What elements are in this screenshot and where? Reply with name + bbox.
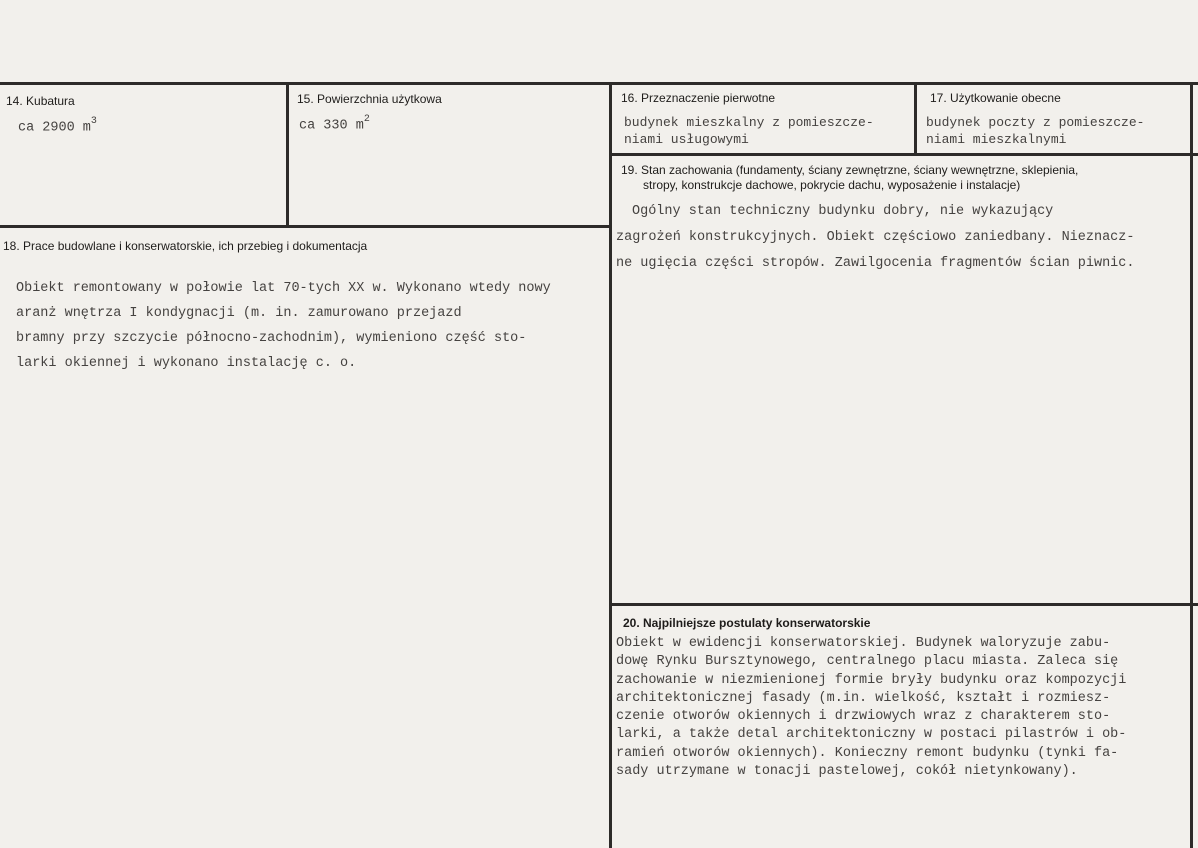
divider-under-19 [611,603,1198,606]
divider-16-17 [914,84,917,156]
field-17-line: budynek poczty z pomieszcze- [926,115,1145,130]
field-16-line: budynek mieszkalny z pomieszcze- [624,115,874,130]
field-14-value [18,118,97,136]
field-18-line: bramny przy szczycie północno-zachodnim), wymieniono część sto- [16,331,527,346]
field-17-line: niami mieszkalnymi [926,132,1067,147]
field-19-label-line1: 19. Stan zachowania (fundamenty, ściany zewnętrzne, ściany wewnętrzne, sklepienia, [621,163,1079,177]
field-20-line: ramień otworów okiennych). Konieczny remont budynku (tynki fa- [616,745,1119,761]
field-20-line: Obiekt w ewidencji konserwatorskiej. Budynek waloryzuje zabu- [616,636,1111,651]
field-18-value [16,276,606,376]
field-18-line: larki okiennej i wykonano instalację c. o. [16,356,357,371]
field-19-value [616,199,1192,277]
top-border-line [0,82,1198,85]
field-15-value-text: ca 330 m [299,118,364,134]
field-20-line: larki, a także detal architektoniczny w postaci pilastrów i ob- [616,727,1127,743]
field-16-line: niami usługowymi [624,132,749,147]
field-17-value [926,114,1144,148]
field-16-value [624,114,874,148]
field-14-value-text: ca 2900 m [18,120,91,136]
field-15-label: 15. Powierzchnia użytkowa [297,92,442,106]
field-20-line: sady utrzymane w tonacji pastelowej, cokół nietynkowany). [616,764,1078,780]
field-15-value [299,116,370,134]
field-19-line: zagrożeń konstrukcyjnych. Obiekt częściowo zaniedbany. Nieznacz- [616,230,1135,245]
field-20-line: czenie otworów okiennych i drzwiowych wraz z charakterem sto- [616,709,1111,725]
field-18-line: aranż wnętrza I kondygnacji (m. in. zamurowano przejazd [16,306,462,321]
field-20-line: zachowanie w niezmienionej formie bryły budynku oraz kompozycji [616,672,1127,688]
field-20-value [616,635,1192,781]
field-16-label: 16. Przeznaczenie pierwotne [621,91,776,105]
divider-under-16-17 [611,153,1198,156]
field-14-label: 14. Kubatura [6,94,75,108]
divider-left-right [609,84,612,848]
field-17-label: 17. Użytkowanie obecne [930,91,1061,105]
field-19-line: Ogólny stan techniczny budynku dobry, nie wykazujący [632,204,1054,219]
divider-under-14-15 [0,225,611,228]
divider-14-15 [286,84,289,227]
field-20-line: architektonicznej fasady (m.in. wielkość, kształt i rozmiesz- [616,690,1111,706]
field-18-label: 18. Prace budowlane i konserwatorskie, ich przebieg i dokumentacja [3,239,368,253]
field-20-line: dowę Rynku Bursztynowego, centralnego placu miasta. Zaleca się [616,654,1119,670]
field-14-exponent: 3 [90,116,97,127]
field-19-line: ne ugięcia części stropów. Zawilgocenia fragmentów ścian piwnic. [616,256,1135,271]
field-15-exponent: 2 [363,114,370,125]
field-18-line: Obiekt remontowany w połowie lat 70-tych XX w. Wykonano wtedy nowy [16,281,551,296]
field-20-label: 20. Najpilniejsze postulaty konserwatorskie [623,616,871,630]
field-19-label-line2: stropy, konstrukcje dachowe, pokrycie dachu, wyposażenie i instalacje) [643,178,1021,192]
